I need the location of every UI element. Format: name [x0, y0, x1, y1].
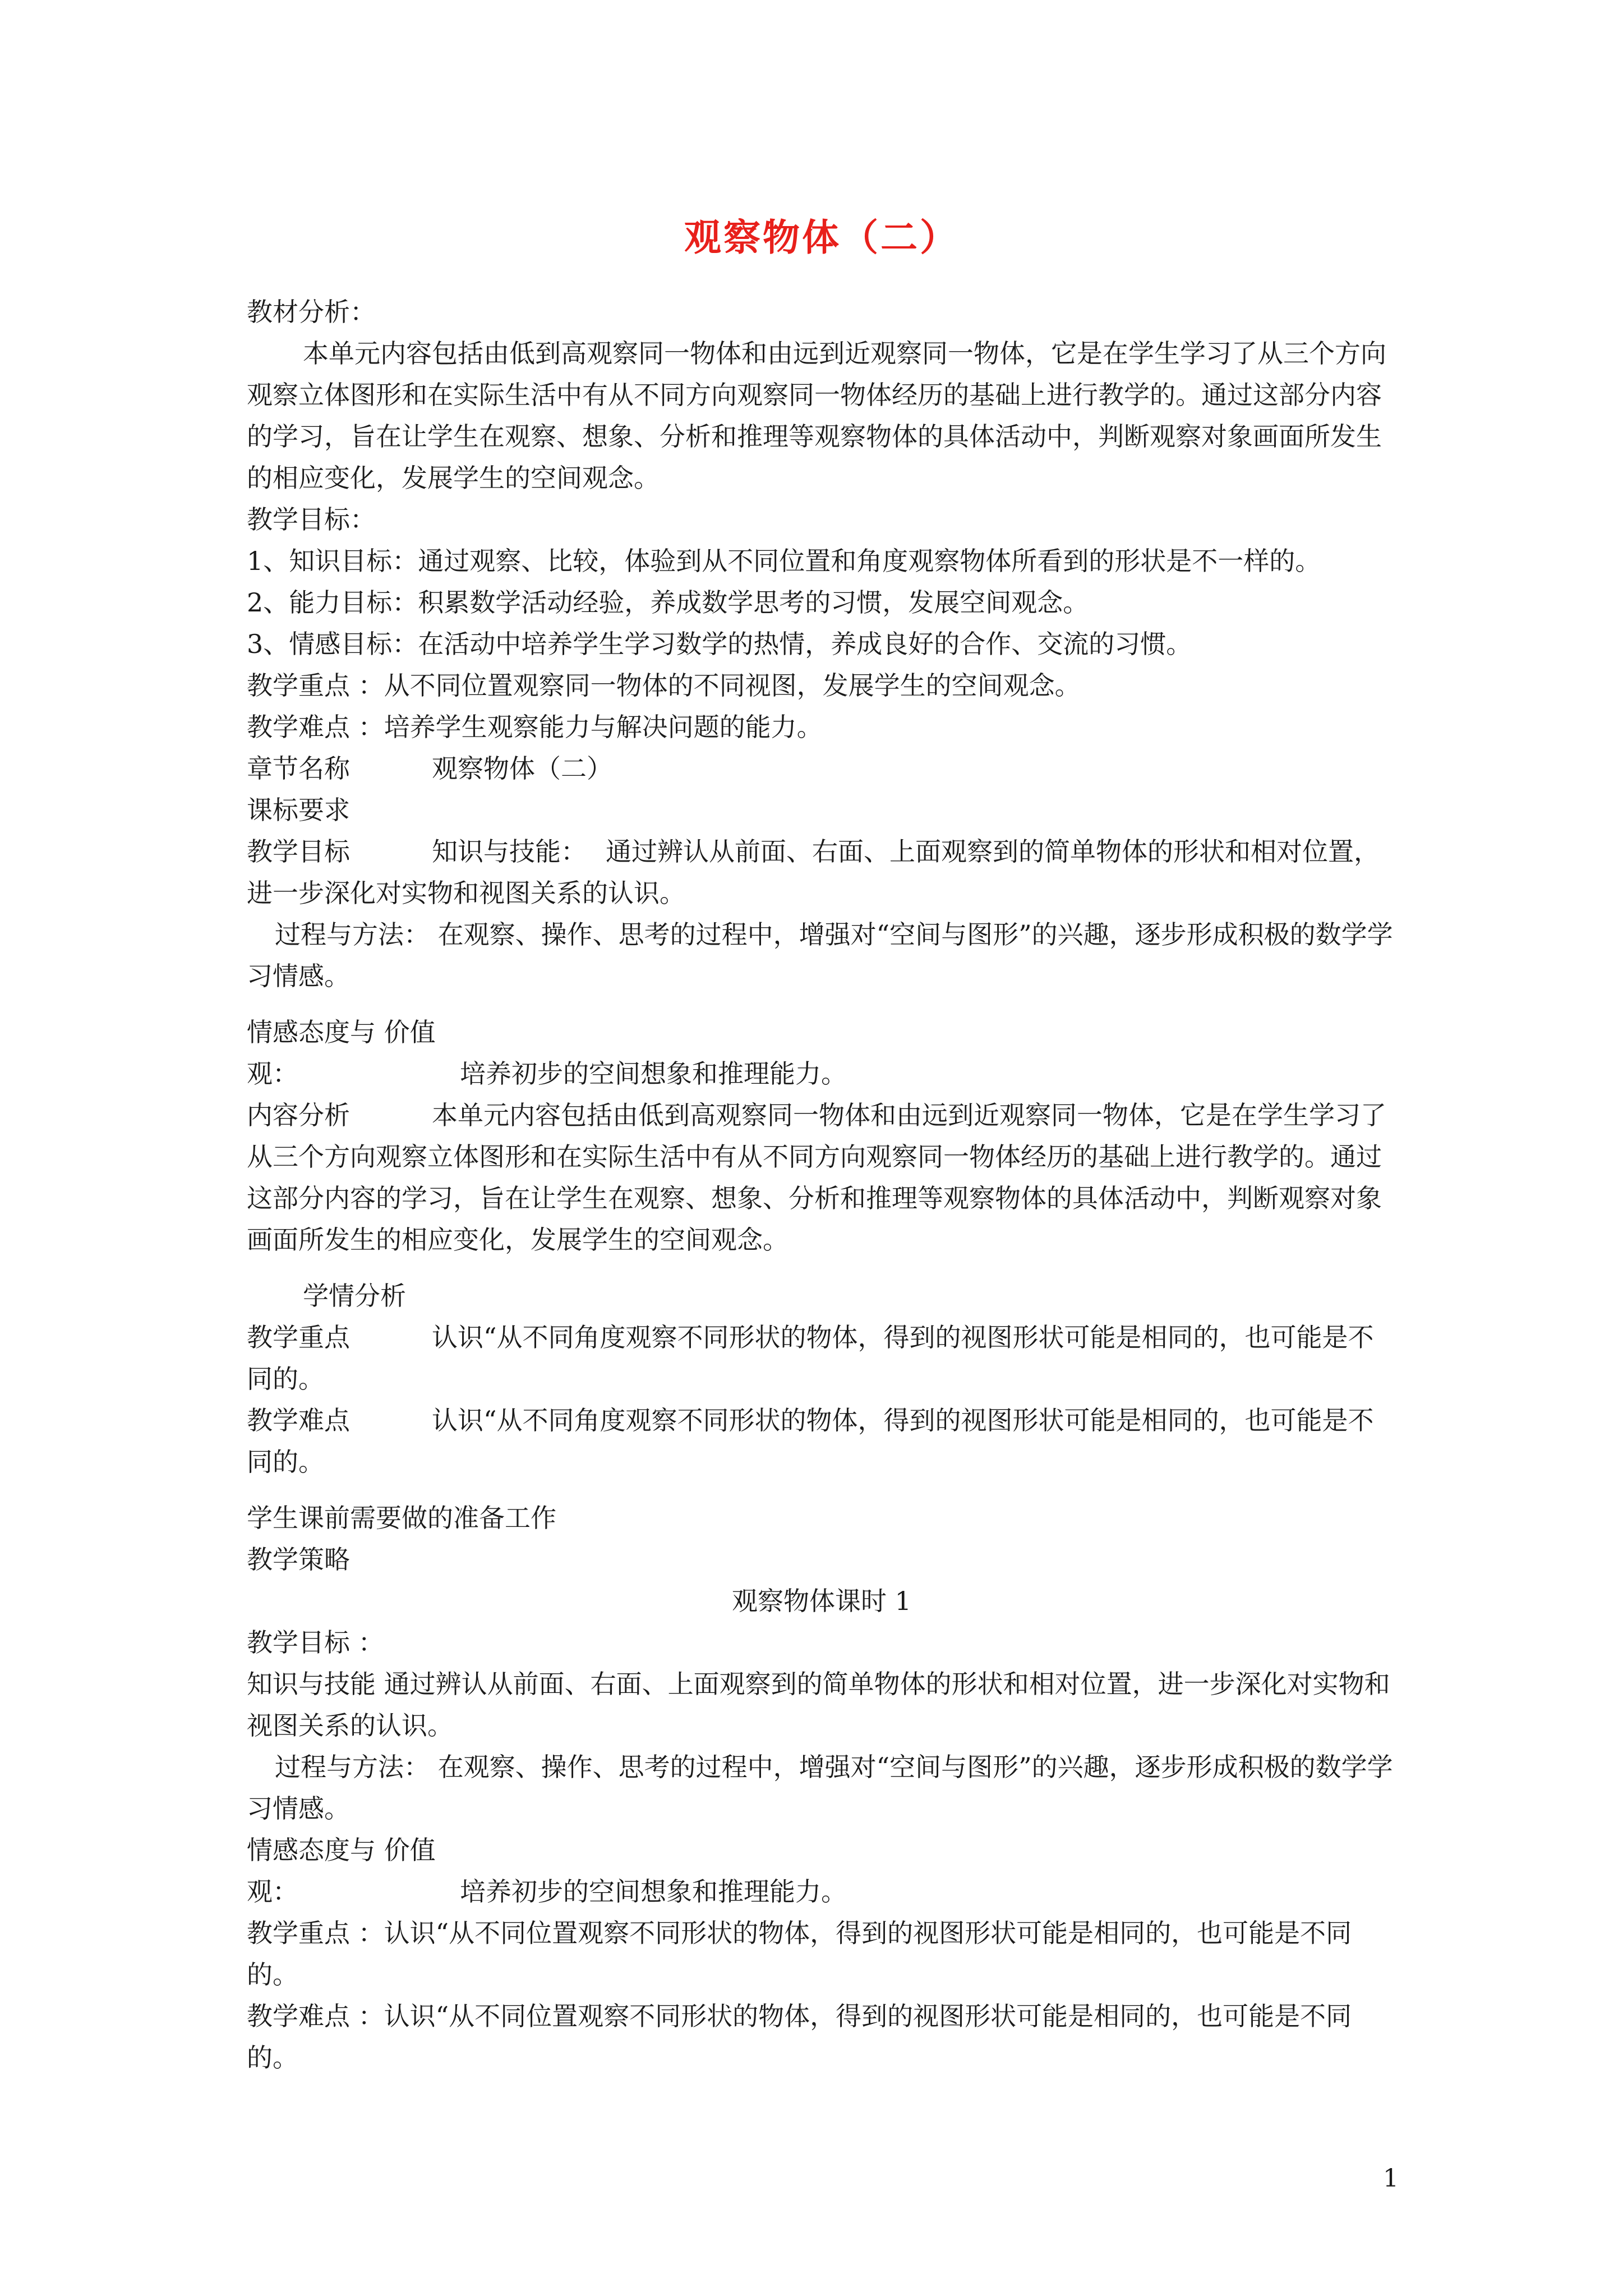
lesson-knowledge-text: 通过辨认从前面、右面、上面观察到的简单物体的形状和相对位置，进一步深化对实物和视图关系的认识。 [247, 1669, 1390, 1741]
focus-label-2: 教学重点 [247, 1322, 350, 1352]
attitude-text: 培养初步的空间想象和推理能力。 [460, 1059, 847, 1089]
knowledge-row [247, 831, 1396, 914]
lesson-focus: 教学重点 ：认识“从不同位置观察不同形状的物体，得到的视图形状可能是相同的，也可能是不同的。 [247, 1918, 1352, 1990]
difficulty-label-2: 教学难点 [247, 1405, 350, 1435]
document-title: 观察物体（二） [684, 215, 959, 259]
document-body [247, 208, 1396, 2078]
focus-text-2: 认识“从不同角度观察不同形状的物体，得到的视图形状可能是相同的，也可能是不同的。 [247, 1322, 1374, 1394]
lesson-goals-label: 教学目标 ： [247, 1627, 384, 1658]
focus-row-2 [247, 1317, 1396, 1400]
lesson-process-label: 过程与方法： [275, 1752, 430, 1782]
goal-knowledge: 1、知识目标：通过观察、比较，体验到从不同位置和角度观察物体所看到的形状是不一样的。 [247, 546, 1321, 576]
goal-label-2: 教学目标 [247, 836, 350, 867]
chapter-label: 章节名称 [247, 753, 350, 784]
knowledge-label: 知识与技能： [432, 836, 587, 867]
content-analysis-label: 内容分析 [247, 1100, 350, 1130]
student-situation-label: 学情分析 [303, 1281, 406, 1311]
attitude-label: 情感态度与 价值观： [247, 1017, 436, 1089]
lesson-difficulty: 教学难点 ：认识“从不同位置观察不同形状的物体，得到的视图形状可能是相同的，也可能是不同的。 [247, 2001, 1352, 2073]
difficulty-row-2 [247, 1400, 1396, 1483]
lesson-knowledge-label: 知识与技能 [247, 1669, 376, 1699]
chapter-row [247, 748, 1396, 789]
attitude-row [247, 1011, 1396, 1094]
teaching-strategy: 教学策略 [247, 1544, 350, 1575]
lesson-attitude-label: 情感态度与 价值观： [247, 1835, 436, 1907]
lesson-process-row [247, 1746, 1396, 1829]
content-analysis-row [247, 1094, 1396, 1260]
teaching-focus: 教学重点 ：从不同位置观察同一物体的不同视图，发展学生的空间观念。 [247, 670, 1081, 701]
lesson-attitude-row [247, 1829, 1396, 1912]
student-preparation: 学生课前需要做的准备工作 [247, 1503, 556, 1533]
chapter-value: 观察物体（二） [432, 753, 612, 784]
process-label: 过程与方法： [275, 919, 430, 950]
lesson-process-text: 在观察、操作、思考的过程中，增强对“空间与图形”的兴趣，逐步形成积极的数学学习情感。 [247, 1752, 1393, 1824]
lesson-knowledge-row [247, 1663, 1396, 1746]
goal-emotion: 3、情感目标：在活动中培养学生学习数学的热情，养成良好的合作、交流的习惯。 [247, 629, 1192, 659]
material-analysis-label: 教材分析： [247, 297, 376, 327]
lesson-attitude-text: 培养初步的空间想象和推理能力。 [460, 1876, 847, 1907]
process-text: 在观察、操作、思考的过程中，增强对“空间与图形”的兴趣，逐步形成积极的数学学习情感。 [247, 919, 1393, 991]
goal-ability: 2、能力目标：积累数学活动经验，养成数学思考的习惯，发展空间观念。 [247, 587, 1089, 618]
page-number: 1 [1383, 2164, 1399, 2193]
process-row [247, 914, 1396, 997]
teaching-difficulty: 教学难点 ：培养学生观察能力与解决问题的能力。 [247, 712, 823, 742]
curriculum-standard-label: 课标要求 [247, 795, 350, 825]
knowledge-text: 通过辨认从前面、右面、上面观察到的简单物体的形状和相对位置，进一步深化对实物和视图关系的认识。 [247, 836, 1380, 908]
difficulty-text-2: 认识“从不同角度观察不同形状的物体，得到的视图形状可能是相同的，也可能是不同的。 [247, 1405, 1374, 1477]
lesson-title: 观察物体课时 1 [732, 1586, 911, 1616]
content-analysis-text: 本单元内容包括由低到高观察同一物体和由远到近观察同一物体，它是在学生学习了从三个方向观察立体图形和在实际生活中有从不同方向观察同一物体经历的基础上进行教学的。通过这部分内容的学习，旨在让学生在观察、想象、分析和推理等观察物体的具体活动中，判断观察对象画面所发生的相应变化，发展学生的空间观念。 [247, 1100, 1386, 1255]
material-analysis-text: 本单元内容包括由低到高观察同一物体和由远到近观察同一物体，它是在学生学习了从三个方向观察立体图形和在实际生活中有从不同方向观察同一物体经历的基础上进行教学的。通过这部分内容的学习，旨在让学生在观察、想象、分析和推理等观察物体的具体活动中，判断观察对象画面所发生的相应变化，发展学生的空间观念。 [247, 338, 1386, 493]
teaching-goals-label: 教学目标： [247, 504, 376, 535]
